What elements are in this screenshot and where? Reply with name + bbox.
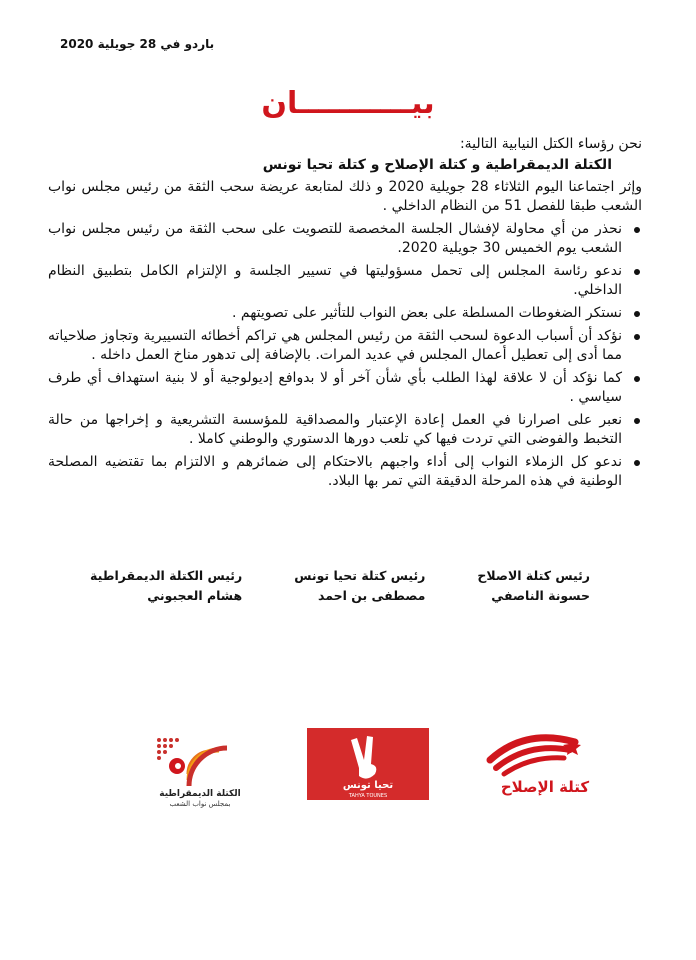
point-item: ندعو رئاسة المجلس إلى تحمل مسؤوليتها في تسيير الجلسة و الإلتزام الكامل بتطبيق النظام الداخلي. (48, 262, 628, 300)
statement-title: بيـــــــــــان (261, 86, 435, 121)
point-item: ندعو كل الزملاء النواب إلى أداء واجبهم بالاحتكام إلى ضمائرهم و الالتزام بما تقتضيه المصلحة الوطنية في هذه المرحلة الدقيقة التي تمر بها البلاد. (48, 453, 628, 491)
tahya-logo (307, 728, 429, 800)
signature-islah (477, 566, 590, 606)
signature-name: حسونة الناصفي (491, 588, 590, 603)
tahya-logo-latin: TAHYA TOUNES (348, 793, 388, 799)
signature-democratic (90, 566, 242, 606)
lead-paragraph: وإثر اجتماعنا اليوم الثلاثاء 28 جويلية 2020 و ذلك لمتابعة عريضة سحب الثقة من رئيس مجلس نواب الشعب طبقا للفصل 51 من النظام الداخلي . (48, 179, 642, 214)
victory-hand-icon (307, 728, 429, 800)
crescent-waves-icon (480, 728, 610, 798)
intro-line: نحن رؤساء الكتل النيابية التالية: (459, 136, 642, 152)
signature-name: هشام العجبوني (147, 588, 243, 603)
signature-tahya (294, 566, 425, 606)
point-item: نحذر من أي محاولة لإفشال الجلسة المخصصة للتصويت على سحب الثقة من رئيس مجلس نواب الشعب يوم الخميس 30 جويلية 2020. (48, 220, 628, 258)
islah-logo (480, 728, 610, 798)
signal-arcs-icon (145, 728, 255, 808)
blocs-line: الكتلة الديمقراطية و كتلة الإصلاح و كتلة تحيا تونس (262, 157, 612, 173)
statement-points (48, 220, 642, 491)
signature-name: مصطفى بن احمد (317, 588, 426, 603)
dateline: باردو في 28 جويلية 2020 (60, 37, 215, 51)
signature-role: رئيس الكتلة الديمقراطية (90, 568, 243, 583)
islah-logo-text: كتلة الإصلاح (500, 778, 590, 796)
point-item: نعبر على اصرارنا في العمل إعادة الإعتبار والمصداقية للمؤسسة التشريعية و إخراجها من حالة التخبط والفوضى التي تردت فيها كي تلعب دورها الدستوري والوطني كاملا . (48, 411, 628, 449)
statement-body (48, 135, 642, 495)
signatures (90, 566, 590, 606)
democratic-logo-subtext: بمجلس نواب الشعب (169, 800, 231, 808)
point-item: كما نؤكد أن لا علاقة لهذا الطلب بأي شأن آخر أو لا بدوافع إديولوجية أو لا بنية استهداف أي طرف سياسي . (48, 369, 628, 407)
signature-role: رئيس كتلة الاصلاح (477, 568, 590, 583)
point-item: نستكر الضغوطات المسلطة على بعض النواب للتأثير على تصويتهم . (48, 304, 628, 323)
tahya-logo-text: تحيا تونس (342, 780, 394, 791)
democratic-logo-text: الكتلة الديمقراطية (159, 789, 241, 799)
democratic-logo (145, 728, 255, 808)
point-item: نؤكد أن أسباب الدعوة لسحب الثقة من رئيس المجلس هي تراكم أخطائه التسييرية وتجاوز صلاحياته مما أدى إلى تعطيل أعمال المجلس في عديد المرات. بالإضافة إلى تدهور مناخ العمل داخله . (48, 327, 628, 365)
signature-role: رئيس كتلة تحيا تونس (294, 568, 426, 583)
